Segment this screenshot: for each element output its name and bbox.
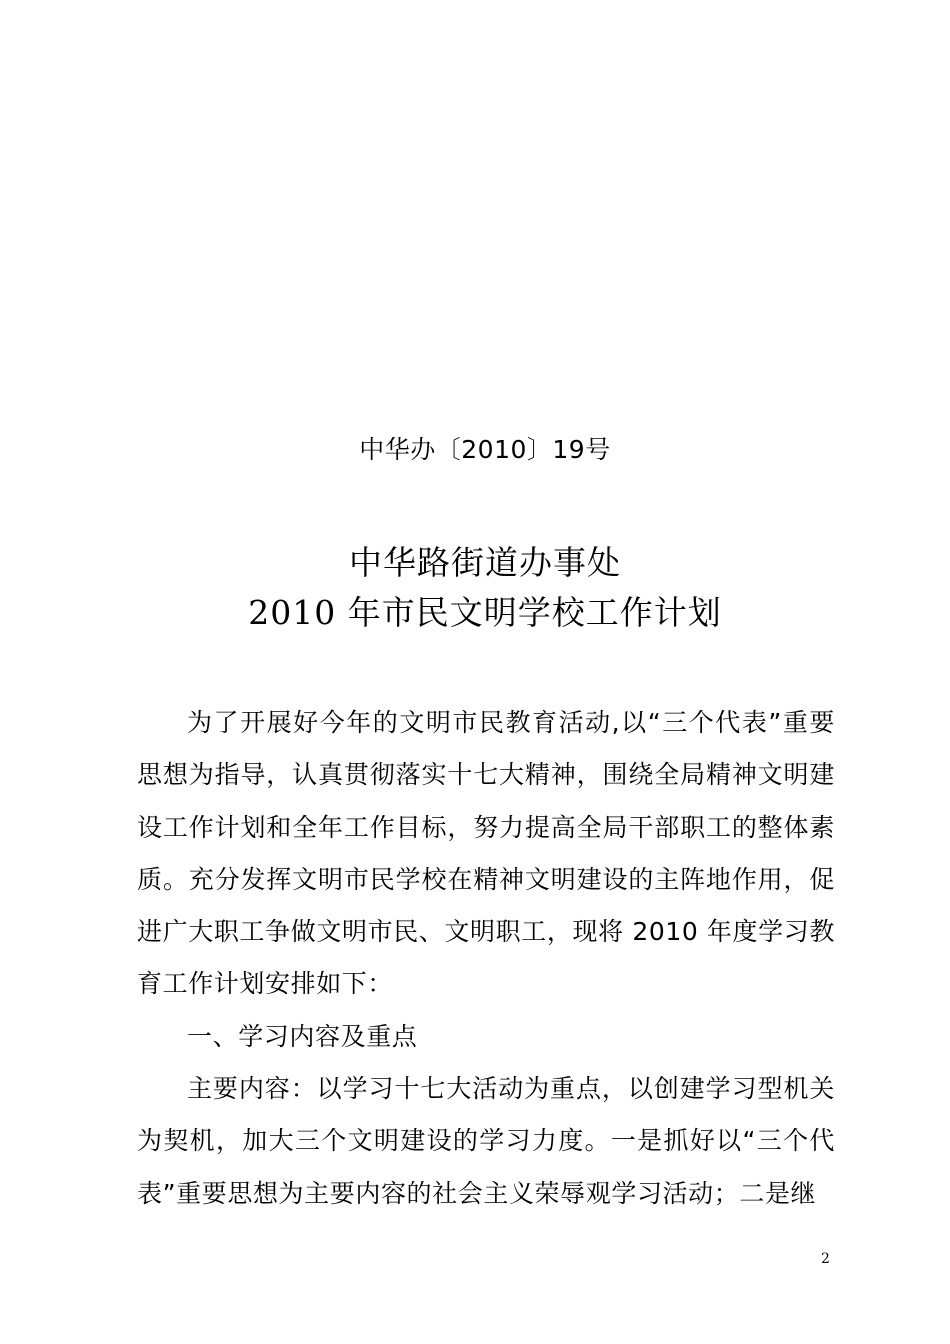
section-heading-1: 一、学习内容及重点 [187, 1021, 418, 1051]
document-title [0, 538, 950, 638]
title-line-1: 中华路街道办事处 [349, 543, 621, 582]
document-number: 中华办〔2010〕19号 [359, 435, 611, 464]
document-body [137, 697, 835, 1220]
paragraph-intro: 为了开展好今年的文明市民教育活动,以“三个代表”重要思想为指导，认真贯彻落实十七大精神，围绕全局精神文明建设工作计划和全年工作目标，努力提高全局干部职工的整体素质。充分发挥文明市民学校在精神文明建设的主阵地作用，促进广大职工争做文明市民、文明职工，现将 2010 年度学习教育工作计划安排如下： [137, 708, 835, 999]
title-line-2: 2010 年市民文明学校工作计划 [248, 593, 722, 632]
paragraph-main-content: 主要内容：以学习十七大活动为重点，以创建学习型机关为契机，加大三个文明建设的学习力度。一是抓好以“三个代表”重要思想为主要内容的社会主义荣辱观学习活动；二是继 [137, 1074, 835, 1208]
page-number: 2 [821, 1251, 830, 1267]
